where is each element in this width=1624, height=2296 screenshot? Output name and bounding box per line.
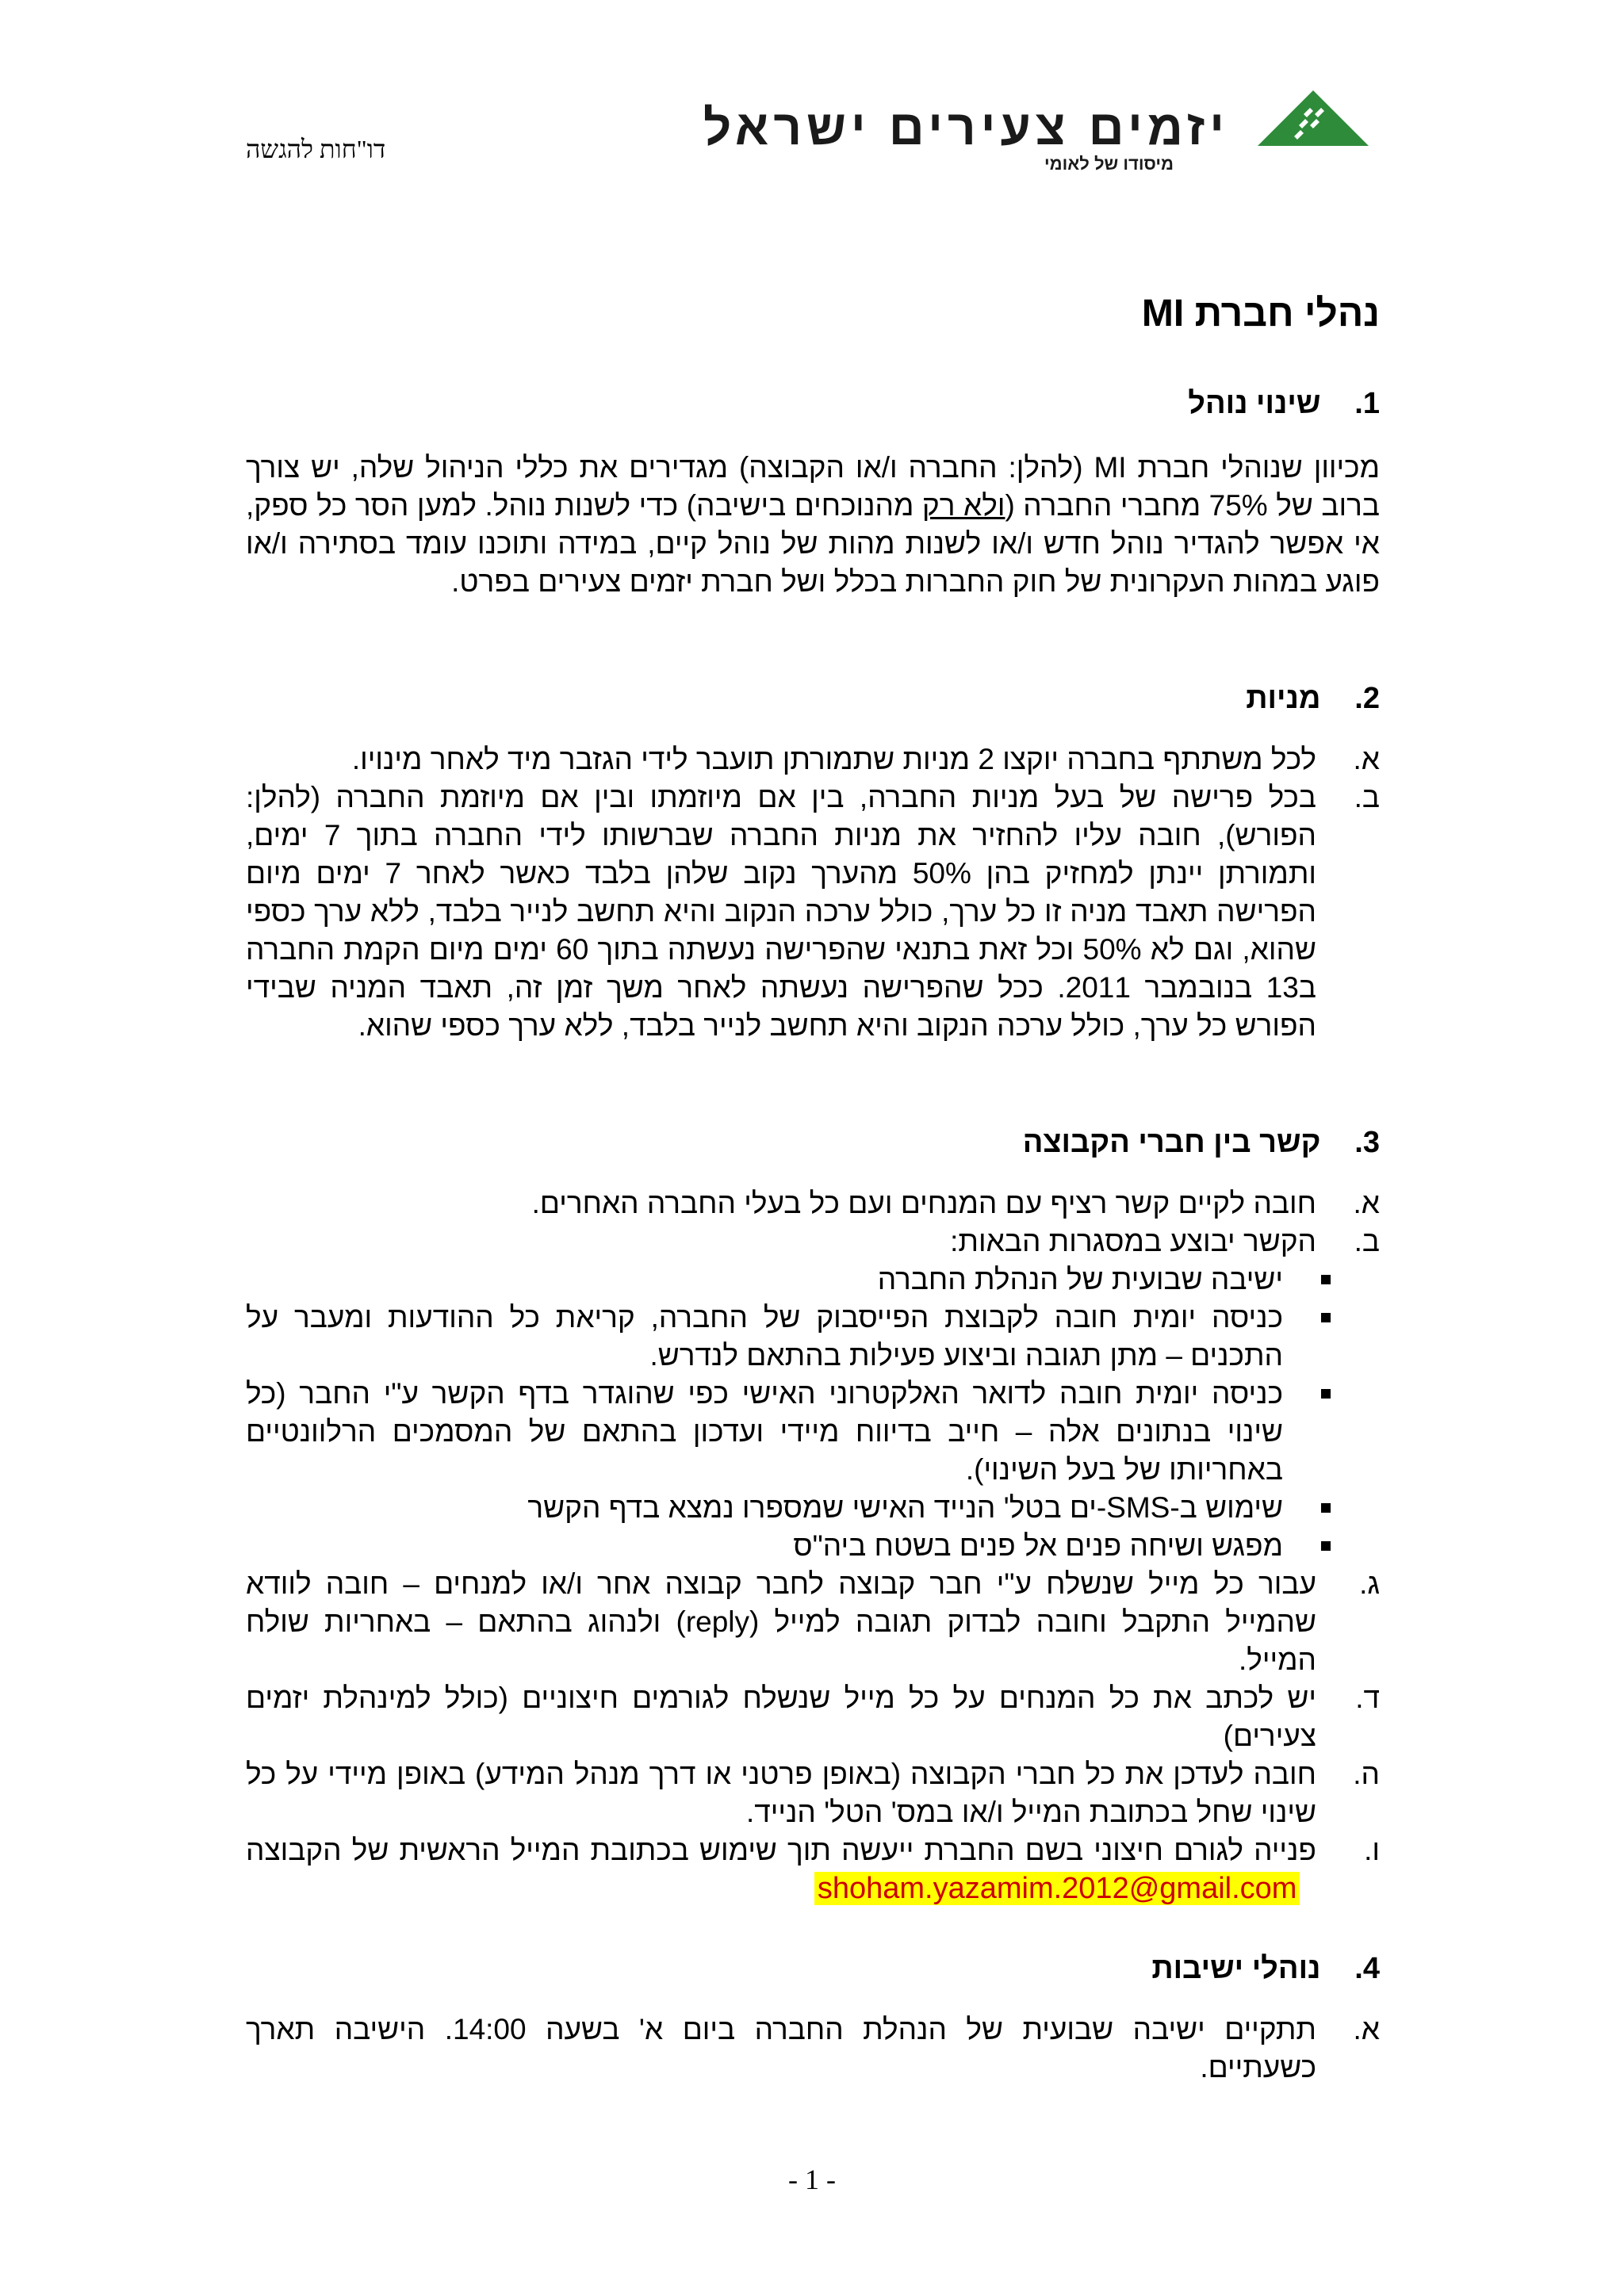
logo-name: יזמים צעירים ישראל	[703, 101, 1229, 155]
bullet-text: ישיבה שבועית של הנהלת החברה	[877, 1263, 1283, 1295]
item-marker: ד.	[1355, 1682, 1380, 1714]
item-marker: ב.	[1354, 1225, 1380, 1257]
section-title: שינוי נוהל	[1188, 387, 1321, 420]
item-text: תתקיים ישיבה שבועית של הנהלת החברה ביום א' בשעה 14:00. הישיבה תארך כשעתיים.	[246, 2013, 1316, 2084]
organization-logo	[703, 86, 1388, 181]
list-item	[246, 779, 1380, 1045]
section-2-heading	[1246, 682, 1380, 716]
section-2-list	[246, 740, 1380, 1045]
square-bullet-icon	[1321, 1313, 1331, 1322]
bullet-item	[246, 1261, 1380, 1299]
section-1-paragraph	[246, 449, 1380, 601]
square-bullet-icon	[1321, 1503, 1331, 1513]
section-4-heading	[1151, 1952, 1380, 1986]
list-item	[246, 1831, 1380, 1908]
section-1-heading	[1188, 387, 1380, 421]
paragraph-text: מכיוון שנוהלי חברת MI (להלן: החברה ו/או הקבוצה) מגדירים את כללי הניהול שלה, יש צורך ברוב של 75% מחברי החברה (	[246, 451, 1380, 522]
item-text: חובה לקיים קשר רציף עם המנחים ועם כל בעלי החברה האחרים.	[531, 1187, 1316, 1219]
page-number: - 1 -	[788, 2164, 836, 2195]
list-item	[246, 1184, 1380, 1223]
bullet-item	[246, 1375, 1380, 1489]
bullet-item	[246, 1489, 1380, 1527]
item-text: פנייה לגורם חיצוני בשם החברת ייעשה תוך שימוש בכתובת המייל הראשית של הקבוצה	[246, 1834, 1316, 1866]
underlined-text: ולא רק	[921, 489, 1005, 522]
square-bullet-icon	[1321, 1541, 1331, 1551]
document-title: נהלי חברת MI	[1141, 293, 1380, 335]
list-item	[246, 1679, 1380, 1755]
section-number: 3.	[1354, 1126, 1380, 1159]
section-number: 4.	[1354, 1952, 1380, 1985]
email-link[interactable]: shoham.yazamim.2012@gmail.com	[814, 1872, 1300, 1905]
list-item	[246, 2011, 1380, 2087]
square-bullet-icon	[1321, 1275, 1331, 1284]
bullet-text: כניסה יומית חובה לקבוצת הפייסבוק של החברה, קריאת כל ההודעות ומעבר על התכנים – מתן תגובה וביצוע פעילות בהתאם לנדרש.	[246, 1301, 1283, 1372]
section-number: 2.	[1354, 682, 1380, 715]
paragraph-text: מהנוכחים בישיבה) כדי לשנות נוהל. למען הסר כל ספק, אי אפשר להגדיר נוהל חדש ו/או לשנות מהות של נוהל קיים, במידה ותוכנו עומד בסתירה ו/או פוגע במהות העקרונית של חוק החברות בכלל ושל חברת יזמים צעירים בפרט.	[246, 489, 1380, 598]
bullet-list	[246, 1261, 1380, 1565]
list-item	[246, 740, 1380, 779]
item-marker: א.	[1353, 2013, 1380, 2045]
bullet-item	[246, 1527, 1380, 1565]
list-item	[246, 1755, 1380, 1831]
bullet-text: שימוש ב-SMS-ים בטל' הנייד האישי שמספרו נמצא בדף הקשר	[527, 1491, 1283, 1524]
section-3-heading	[1023, 1126, 1380, 1160]
bullet-item	[246, 1299, 1380, 1375]
item-text: חובה לעדכן את כל חברי הקבוצה (באופן פרטני או דרך מנהל המידע) באופן מיידי על כל שינוי שחל בכתובת המייל ו/או במס' הטל' הנייד.	[246, 1758, 1316, 1828]
section-3-list	[246, 1184, 1380, 1908]
item-marker: ב.	[1354, 781, 1380, 813]
item-marker: א.	[1353, 1187, 1380, 1219]
item-marker: א.	[1353, 743, 1380, 775]
logo-subtitle: מיסודו של לאומי	[1044, 154, 1174, 174]
section-title: מניות	[1246, 682, 1321, 715]
square-bullet-icon	[1321, 1389, 1331, 1399]
list-item	[246, 1223, 1380, 1565]
section-title: נוהלי ישיבות	[1151, 1952, 1321, 1985]
header-note: דו"חות להגשה	[246, 135, 386, 163]
item-text: יש לכתב את כל המנחים על כל מייל שנשלח לגורמים חיצוניים (כולל למינהלת יזמים צעירים)	[246, 1682, 1316, 1752]
section-number: 1.	[1354, 387, 1380, 420]
item-text: לכל משתתף בחברה יוקצו 2 מניות שתמורתן תועבר לידי הגזבר מיד לאחר מינויו.	[351, 743, 1316, 775]
bullet-text: מפגש ושיחה פנים אל פנים בשטח ביה"ס	[793, 1529, 1283, 1562]
item-text: עבור כל מייל שנשלח ע"י חבר קבוצה לחבר קבוצה אחר ו/או למנחים – חובה לוודא שהמייל התקבל וחובה לבדוק תגובה למייל (reply) ולנהוג בהתאם – באחריות שולח המייל.	[246, 1567, 1316, 1676]
item-marker: ו.	[1364, 1834, 1380, 1866]
bullet-text: כניסה יומית חובה לדואר האלקטרוני האישי כפי שהוגדר בדף הקשר ע"י החבר (כל שינוי בנתונים אלה – חייב בדיווח מיידי ועדכון בהתאם של המסמכים הרלוונטיים באחריותו של בעל השינוי).	[246, 1377, 1283, 1486]
section-title: קשר בין חברי הקבוצה	[1022, 1126, 1321, 1159]
triangle-logo-icon	[1258, 90, 1369, 149]
list-item	[246, 1565, 1380, 1679]
item-text: הקשר יבוצע במסגרות הבאות:	[950, 1225, 1316, 1257]
item-marker: ג.	[1359, 1567, 1380, 1600]
item-marker: ה.	[1353, 1758, 1380, 1790]
section-4-list	[246, 2011, 1380, 2087]
item-text: בכל פרישה של בעל מניות החברה, בין אם מיוזמתו ובין אם מיוזמת החברה (להלן: הפורש), חובה עליו להחזיר את מניות החברה שברשותו לידי החברה בתוך 7 ימים, ותמורתן יינתן למחזיק בהן 50% מהערך נקוב שלהן בלבד כאשר לאחר 7 ימים מיום הפרישה תאבד מניה זו כל ערך, כולל ערכה הנקוב והיא תחשב לנייר בלבד, ללא ערך כספי שהוא, וגם לא 50% וכל זאת בתנאי שהפרישה נעשתה בתוך 60 ימים מיום הקמת החברה ב13 בנובמבר 2011. ככל שהפרישה נעשתה לאחר משך זמן זה, תאבד המניה שבידי הפורש כל ערך, כולל ערכה הנקוב והיא תחשב לנייר בלבד, ללא ערך כספי שהוא.	[246, 781, 1316, 1042]
